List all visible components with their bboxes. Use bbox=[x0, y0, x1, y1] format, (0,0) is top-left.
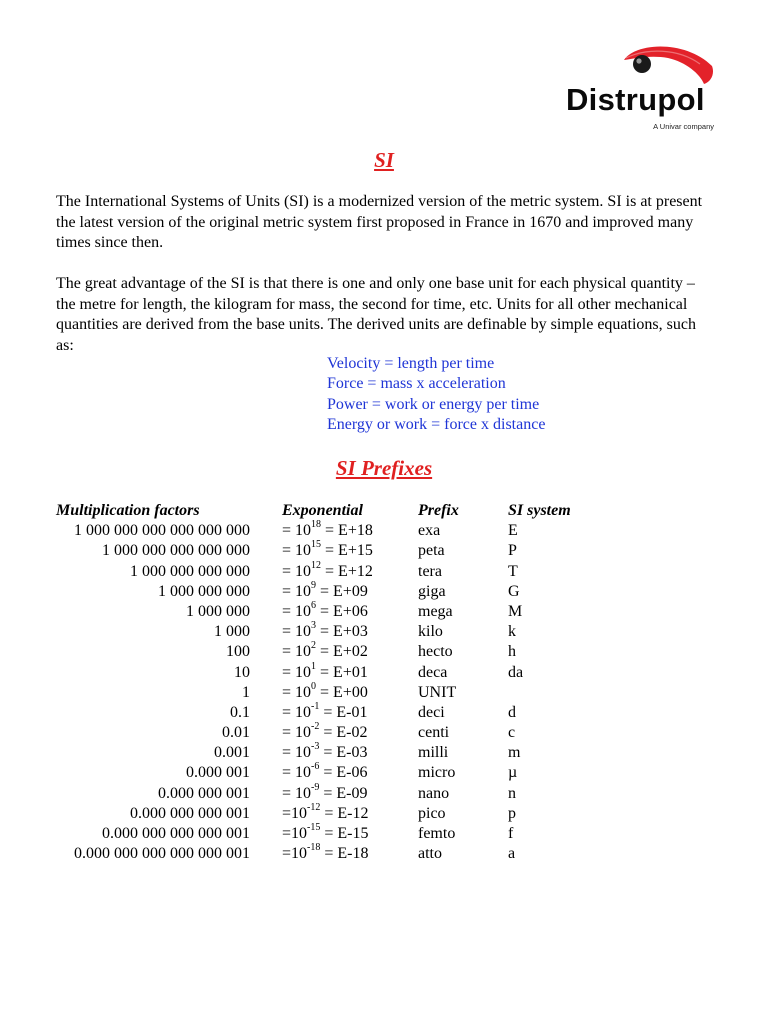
exponential-power: 0 bbox=[311, 680, 317, 692]
logo-dot bbox=[633, 55, 651, 73]
exponential-base: =10 bbox=[282, 845, 308, 863]
exponential-value bbox=[282, 620, 422, 641]
si-symbol: h bbox=[508, 643, 516, 661]
e-notation: = E+12 bbox=[325, 562, 373, 580]
equation-force: Force = mass x acceleration bbox=[327, 375, 506, 393]
exponential-power: 9 bbox=[311, 579, 317, 591]
exponential-base: = 10 bbox=[282, 683, 312, 701]
multiplication-factor: 1 000 000 bbox=[186, 602, 250, 620]
e-notation: = E+06 bbox=[320, 602, 368, 620]
prefix-name: UNIT bbox=[418, 683, 457, 701]
logo-dot-shine bbox=[636, 58, 641, 63]
exponential-value bbox=[282, 640, 422, 661]
exponential-power: 1 bbox=[311, 660, 317, 672]
prefix-name: micro bbox=[418, 764, 456, 782]
multiplication-factor: 0.000 000 000 000 001 bbox=[102, 825, 250, 842]
multiplication-factor: 10 bbox=[234, 663, 250, 681]
e-notation: = E-15 bbox=[324, 825, 369, 842]
exponential-power: -12 bbox=[307, 801, 321, 813]
multiplication-factor: 1 000 000 000 bbox=[158, 582, 250, 600]
exponential-base: = 10 bbox=[282, 602, 312, 620]
exponential-power: -3 bbox=[311, 741, 320, 753]
e-notation: = E-12 bbox=[324, 804, 369, 822]
exponential-base: =10 bbox=[282, 804, 308, 822]
prefix-name: deca bbox=[418, 663, 448, 681]
exponential-base: = 10 bbox=[282, 784, 312, 802]
multiplication-factor: 1 000 000 000 000 000 000 bbox=[74, 522, 250, 540]
prefix-name: milli bbox=[418, 744, 449, 762]
exponential-value bbox=[282, 539, 422, 560]
prefix-name: giga bbox=[418, 582, 446, 600]
exponential-value bbox=[282, 660, 422, 682]
multiplication-factor: 0.000 000 000 001 bbox=[130, 804, 250, 822]
exponential-base: = 10 bbox=[282, 562, 312, 580]
si-symbol: p bbox=[508, 804, 516, 822]
exponential-base: = 10 bbox=[282, 663, 312, 681]
intro-paragraph: The International Systems of Units (SI) is a modernized version of the metric system. SI is at present the latest version of the original metric system first proposed in France in 1670 and improved many times since then. bbox=[56, 193, 703, 251]
exponential-base: = 10 bbox=[282, 764, 312, 782]
multiplication-factor: 100 bbox=[226, 643, 250, 661]
distrupol-logo bbox=[566, 44, 726, 134]
si-symbol: T bbox=[508, 562, 518, 580]
prefixes-title: SI Prefixes bbox=[335, 456, 433, 480]
prefix-name: pico bbox=[418, 804, 446, 822]
exponential-base: = 10 bbox=[282, 582, 312, 600]
exponential-value bbox=[282, 599, 422, 621]
multiplication-factor: 0.01 bbox=[222, 724, 250, 742]
exponential-power: -2 bbox=[311, 721, 320, 733]
e-notation: = E+03 bbox=[320, 623, 368, 641]
logo-wordmark: Distrupol bbox=[566, 82, 705, 117]
multiplication-factor: 0.000 000 001 bbox=[158, 784, 250, 802]
exponential-base: =10 bbox=[282, 825, 308, 842]
multiplication-factor: 1 000 000 000 000 000 bbox=[102, 542, 250, 560]
prefix-name: atto bbox=[418, 845, 442, 863]
e-notation: = E-18 bbox=[324, 845, 369, 863]
exponential-base: = 10 bbox=[282, 703, 312, 721]
si-symbol: k bbox=[508, 623, 516, 641]
exponential-power: -1 bbox=[311, 700, 320, 712]
exponential-power: -9 bbox=[311, 781, 320, 793]
si-symbol: P bbox=[508, 542, 517, 560]
prefix-name: peta bbox=[418, 542, 445, 560]
prefix-name: tera bbox=[418, 562, 442, 580]
equation-list bbox=[327, 354, 545, 435]
exponential-base: = 10 bbox=[282, 623, 312, 641]
e-notation: = E+01 bbox=[320, 663, 368, 681]
prefix-name: exa bbox=[418, 522, 441, 540]
prefix-name: femto bbox=[418, 825, 456, 842]
exponential-base: = 10 bbox=[282, 522, 312, 540]
exponential-value bbox=[282, 680, 422, 702]
prefix-name: kilo bbox=[418, 623, 443, 641]
si-symbol: d bbox=[508, 703, 516, 721]
e-notation: = E-01 bbox=[323, 703, 368, 721]
si-symbol: c bbox=[508, 724, 516, 742]
exponential-power: -18 bbox=[307, 842, 321, 854]
equation-energy: Energy or work = force x distance bbox=[327, 415, 546, 433]
exponential-value bbox=[282, 559, 422, 581]
equation-velocity: Velocity = length per time bbox=[327, 355, 495, 372]
equation-power: Power = work or energy per time bbox=[327, 395, 540, 413]
exponential-base: = 10 bbox=[282, 724, 312, 742]
prefix-name: hecto bbox=[418, 643, 453, 661]
si-symbol: G bbox=[508, 582, 520, 600]
exponential-power: 12 bbox=[311, 559, 322, 571]
e-notation: = E+02 bbox=[320, 643, 368, 661]
prefix-name: deci bbox=[418, 703, 445, 721]
multiplication-factor: 1 000 000 000 000 bbox=[130, 562, 250, 580]
si-symbol: M bbox=[508, 602, 523, 620]
exponential-power: 2 bbox=[311, 640, 317, 652]
exponential-value bbox=[282, 781, 422, 803]
exponential-power: 3 bbox=[311, 620, 317, 632]
exponential-value bbox=[282, 579, 422, 601]
exponential-base: = 10 bbox=[282, 744, 312, 762]
exponential-value bbox=[282, 700, 422, 722]
prefix-name: mega bbox=[418, 602, 453, 620]
e-notation: = E+00 bbox=[320, 683, 368, 701]
page-title: SI bbox=[374, 148, 394, 172]
multiplication-factor: 1 000 bbox=[214, 623, 250, 641]
e-notation: = E+15 bbox=[325, 542, 373, 560]
e-notation: = E+09 bbox=[320, 582, 368, 600]
si-symbol: da bbox=[508, 663, 524, 681]
exponential-value bbox=[282, 842, 422, 863]
exponential-power: -15 bbox=[307, 822, 321, 833]
prefix-name: nano bbox=[418, 784, 450, 802]
si-symbol: n bbox=[508, 784, 516, 802]
e-notation: = E-03 bbox=[323, 744, 368, 762]
multiplication-factor: 1 bbox=[242, 683, 250, 701]
si-symbol: µ bbox=[508, 764, 518, 782]
exponential-power: 15 bbox=[311, 539, 322, 551]
exponential-power: 18 bbox=[311, 519, 322, 531]
e-notation: = E-02 bbox=[323, 724, 368, 742]
multiplication-factor: 0.001 bbox=[214, 744, 250, 762]
exponential-value bbox=[282, 761, 422, 782]
exponential-power: -6 bbox=[311, 761, 320, 773]
multiplication-factor: 0.000 000 000 000 000 001 bbox=[74, 845, 250, 863]
si-symbol: m bbox=[508, 744, 521, 762]
exponential-value bbox=[282, 741, 422, 762]
e-notation: = E-09 bbox=[323, 784, 368, 802]
si-symbol: E bbox=[508, 522, 518, 540]
logo-tagline: A Univar company bbox=[653, 122, 714, 131]
exponential-power: 6 bbox=[311, 599, 317, 611]
si-symbol: a bbox=[508, 845, 516, 863]
e-notation: = E-06 bbox=[323, 764, 368, 782]
exponential-value bbox=[282, 519, 422, 540]
multiplication-factor: 0.000 001 bbox=[186, 764, 250, 782]
e-notation: = E+18 bbox=[325, 522, 373, 540]
exponential-value bbox=[282, 721, 422, 742]
header-multiplication: Multiplication factors bbox=[56, 502, 200, 519]
exponential-base: = 10 bbox=[282, 643, 312, 661]
si-symbol: f bbox=[508, 825, 514, 842]
multiplication-factor: 0.1 bbox=[230, 703, 250, 721]
advantage-paragraph: The great advantage of the SI is that there is one and only one base unit for each physical quantity – the metre for length, the kilogram for mass, the second for time, etc. Units for all other mechanical quantities are derived from the base units. The derived units are definable by simple equations, such as: bbox=[56, 275, 696, 354]
header-prefix: Prefix bbox=[418, 502, 459, 519]
exponential-value bbox=[282, 801, 422, 823]
header-exponential: Exponential bbox=[282, 502, 363, 519]
exponential-base: = 10 bbox=[282, 542, 312, 560]
prefix-name: centi bbox=[418, 724, 450, 742]
header-si-system: SI system bbox=[508, 502, 571, 519]
exponential-value bbox=[282, 822, 422, 843]
